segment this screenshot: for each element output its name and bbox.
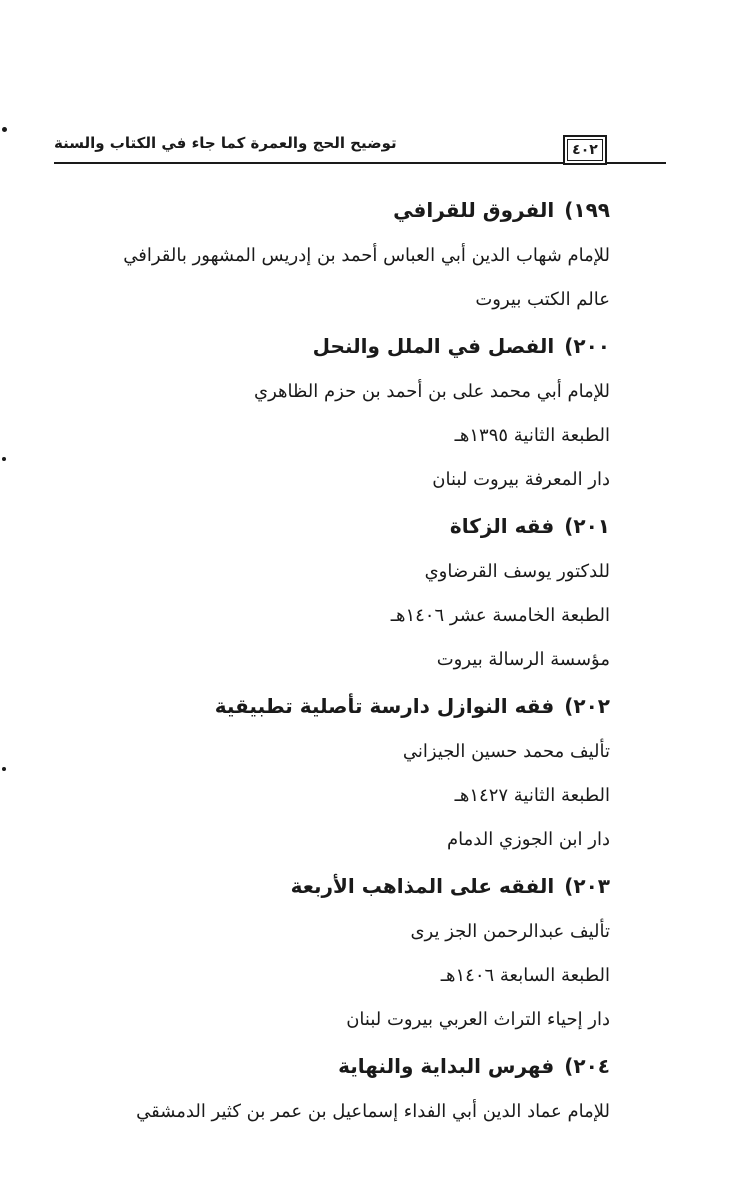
header-rule-short — [607, 162, 666, 164]
entry-number: ٢٠٣) — [564, 874, 610, 898]
margin-mark — [2, 767, 6, 771]
page-number: ٤٠٢ — [567, 139, 603, 161]
entry-detail-line: دار المعرفة بيروت لبنان — [432, 469, 610, 490]
entry-number: ٢٠٠) — [564, 334, 610, 358]
entry-detail-line: للإمام شهاب الدين أبي العباس أحمد بن إدريس المشهور بالقرافي — [123, 245, 610, 266]
entry-title — [100, 322, 610, 370]
margin-mark — [2, 457, 6, 461]
entry-title — [100, 1042, 610, 1090]
entry-number: ١٩٩) — [564, 198, 610, 222]
bibliography-list — [100, 186, 610, 1134]
entry-detail-line: مؤسسة الرسالة بيروت — [436, 649, 610, 670]
entry-detail-line: دار إحياء التراث العربي بيروت لبنان — [346, 1009, 610, 1030]
header-rule — [54, 162, 563, 164]
entry-detail-line: للإمام أبي محمد على بن أحمد بن حزم الظاهري — [254, 381, 610, 402]
entry-title-text: الفقه على المذاهب الأربعة — [290, 874, 555, 898]
entry-title-text: فقه الزكاة — [449, 514, 555, 538]
page-number-frame — [563, 135, 607, 165]
entry-title-text: الفروق للقرافي — [393, 198, 555, 222]
entry-title — [100, 682, 610, 730]
entry-number: ٢٠٤) — [564, 1054, 610, 1078]
entry-detail-line: الطبعة الخامسة عشر ١٤٠٦هـ — [390, 605, 610, 626]
entry-number: ٢٠١) — [564, 514, 610, 538]
entry-detail-line: تأليف عبدالرحمن الجز يرى — [410, 921, 610, 942]
entry-number: ٢٠٢) — [564, 694, 610, 718]
entry-detail-line: الطبعة السابعة ١٤٠٦هـ — [440, 965, 610, 986]
entry-detail-line: دار ابن الجوزي الدمام — [447, 829, 610, 850]
entry-title-text: الفصل في الملل والنحل — [312, 334, 555, 358]
entry-detail-line: للإمام عماد الدين أبي الفداء إسماعيل بن عمر بن كثير الدمشقي — [136, 1101, 610, 1122]
running-header — [54, 130, 666, 170]
book-title: توضيح الحج والعمرة كما جاء في الكتاب والسنة — [54, 134, 397, 152]
entry-title-text: فهرس البداية والنهاية — [338, 1054, 555, 1078]
entry-detail-line: الطبعة الثانية ١٤٢٧هـ — [454, 785, 610, 806]
entry-title — [100, 862, 610, 910]
margin-mark — [2, 127, 7, 132]
entry-title — [100, 186, 610, 234]
entry-detail-line: عالم الكتب بيروت — [475, 289, 610, 310]
entry-detail-line: للدكتور يوسف القرضاوي — [424, 561, 610, 582]
entry-detail-line: تأليف محمد حسين الجيزاني — [402, 741, 610, 762]
entry-detail-line: الطبعة الثانية ١٣٩٥هـ — [454, 425, 610, 446]
entry-title — [100, 502, 610, 550]
entry-title-text: فقه النوازل دارسة تأصلية تطبيقية — [214, 694, 555, 718]
